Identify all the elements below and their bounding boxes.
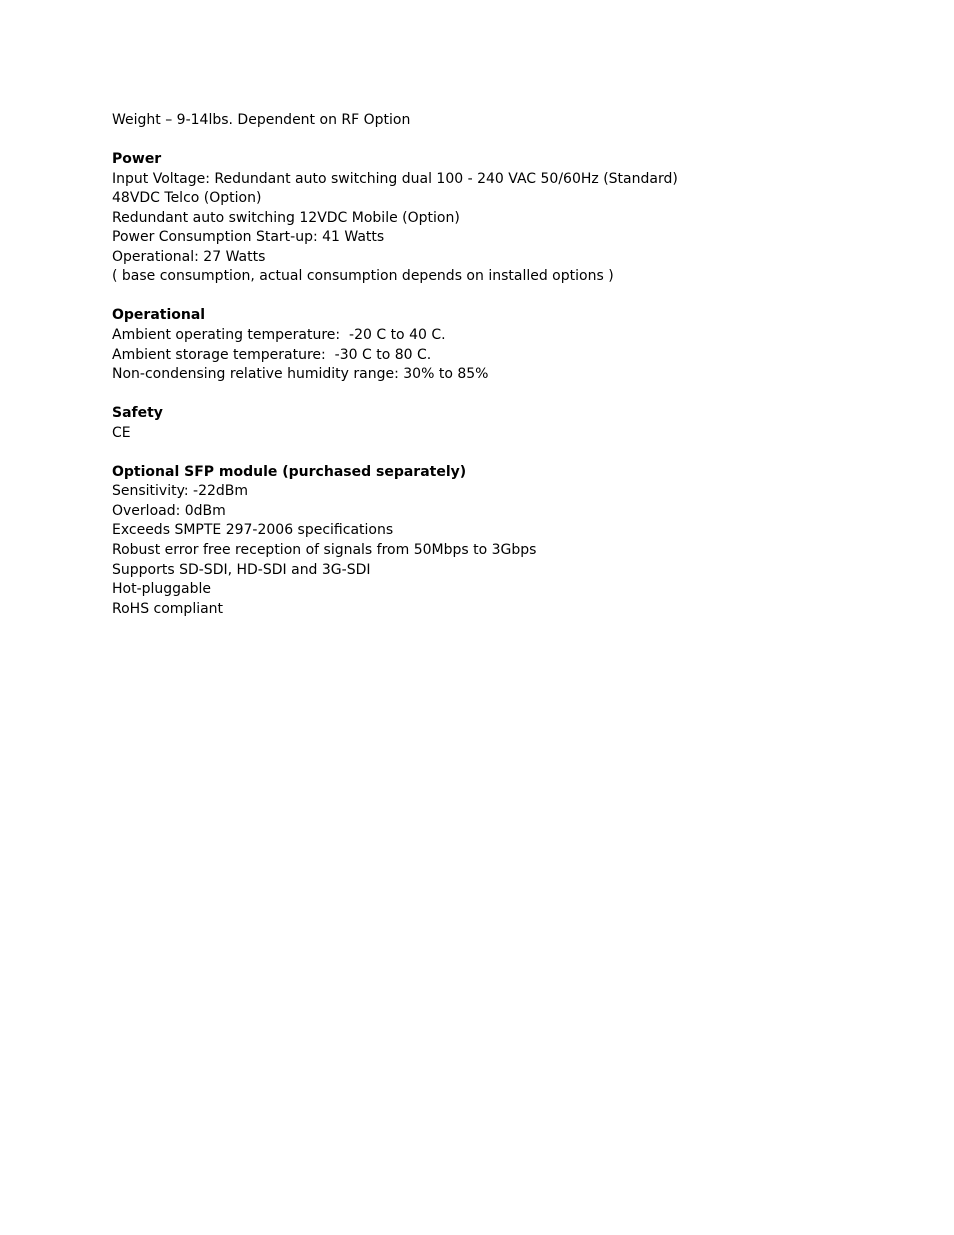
weight-line: Weight – 9-14lbs. Dependent on RF Option (112, 112, 411, 128)
operational-line: Ambient storage temperature: -30 C to 80 C. (112, 346, 432, 363)
power-line: ( base consumption, actual consumption depends on installed options ) (112, 268, 614, 285)
sfp-line: Overload: 0dBm (112, 502, 226, 519)
operational-line: Non-condensing relative humidity range: 30% to 85% (112, 366, 489, 383)
operational-line: Ambient operating temperature: -20 C to 40 C. (112, 327, 446, 344)
safety-heading: Safety (112, 405, 163, 422)
power-line: Redundant auto switching 12VDC Mobile (Option) (112, 209, 460, 226)
sfp-heading: Optional SFP module (purchased separately) (112, 463, 467, 480)
power-section (112, 150, 912, 287)
operational-section (112, 306, 912, 384)
document-page (112, 111, 912, 619)
sfp-line: Supports SD-SDI, HD-SDI and 3G-SDI (112, 561, 371, 578)
power-line: Operational: 27 Watts (112, 248, 266, 265)
spacer (112, 131, 912, 151)
sfp-line: Hot-pluggable (112, 581, 212, 598)
power-line: Power Consumption Start-up: 41 Watts (112, 229, 385, 246)
power-line: 48VDC Telco (Option) (112, 190, 262, 207)
sfp-line: Robust error free reception of signals from 50Mbps to 3Gbps (112, 542, 537, 559)
operational-heading: Operational (112, 307, 206, 324)
power-line: Input Voltage: Redundant auto switching dual 100 - 240 VAC 50/60Hz (Standard) (112, 170, 678, 187)
spacer (112, 287, 912, 307)
safety-section (112, 404, 912, 443)
spacer (112, 443, 912, 463)
power-heading: Power (112, 151, 162, 168)
sfp-section (112, 463, 912, 619)
sfp-line: Exceeds SMPTE 297-2006 specifications (112, 522, 394, 539)
safety-line: CE (112, 424, 131, 441)
sfp-line: Sensitivity: -22dBm (112, 483, 249, 500)
spacer (112, 385, 912, 405)
sfp-line: RoHS compliant (112, 600, 224, 617)
